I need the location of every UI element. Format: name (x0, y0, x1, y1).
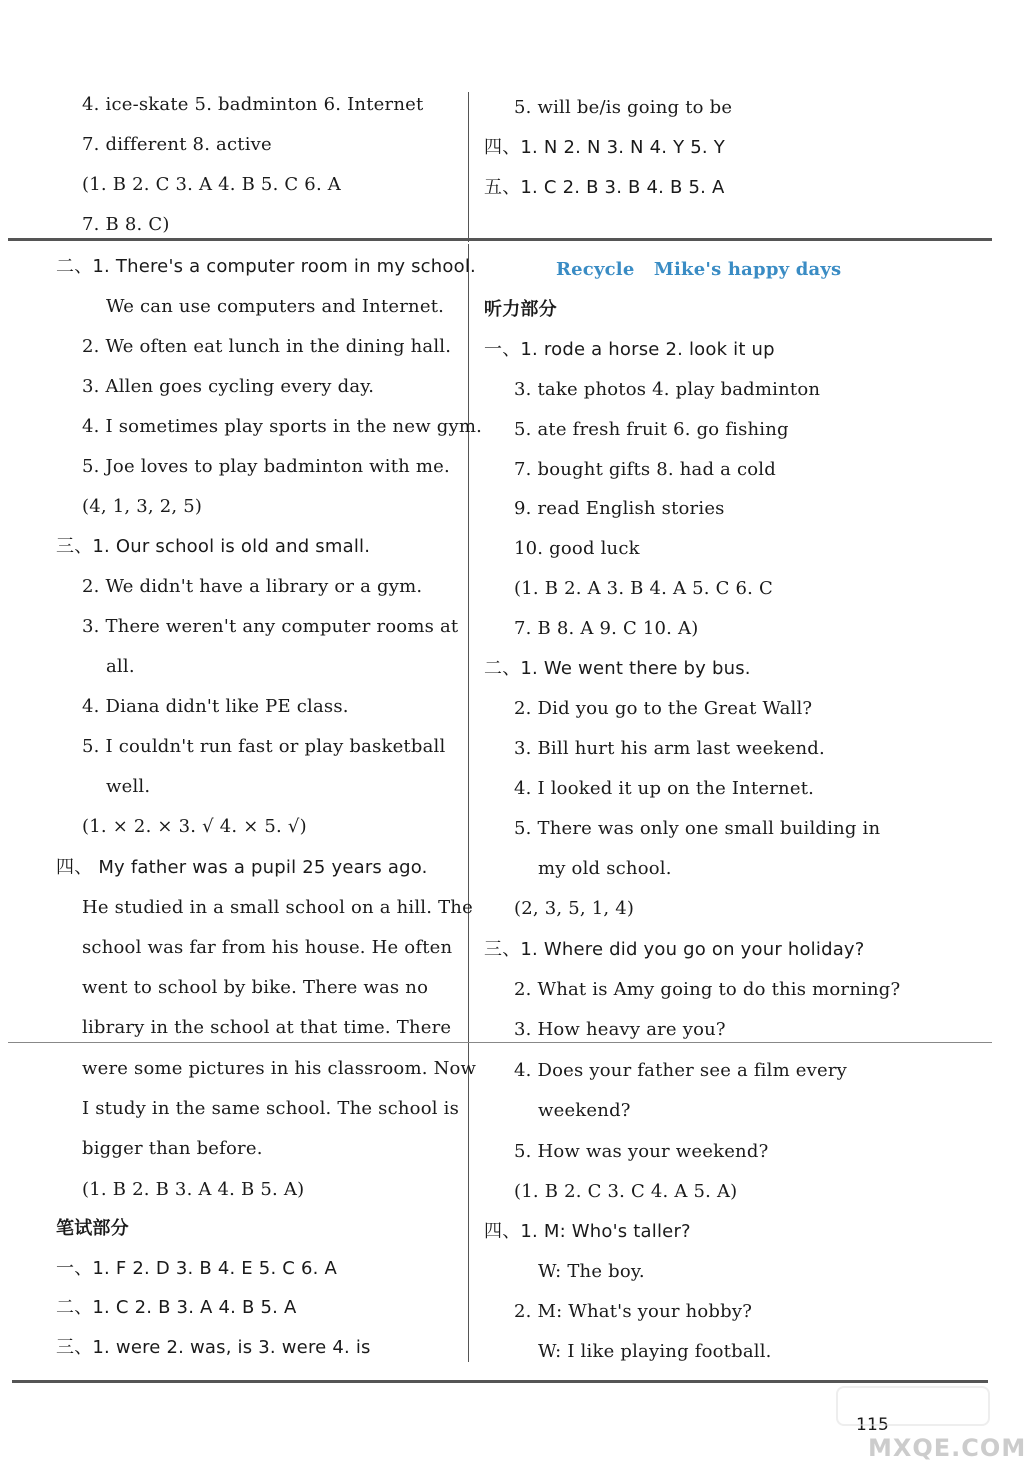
watermark-text: MXQE.COM (868, 1434, 1026, 1462)
answer-line: (1. B 2. A 3. B 4. A 5. C 6. C (514, 578, 774, 599)
answer-line: W: The boy. (538, 1261, 645, 1282)
answer-line: 5. I couldn't run fast or play basketball (82, 736, 446, 757)
answer-line: 一、1. F 2. D 3. B 4. E 5. C 6. A (56, 1258, 337, 1279)
answer-line: We can use computers and Internet. (106, 296, 445, 317)
top-column-divider (468, 92, 469, 242)
section-title: Recycle Mike's happy days (556, 259, 842, 280)
upper-horizontal-rule (8, 238, 992, 241)
watermark-logo (836, 1386, 990, 1426)
answer-line: 3. How heavy are you? (514, 1019, 726, 1040)
answer-line: 3. Bill hurt his arm last weekend. (514, 738, 825, 759)
answer-line: I study in the same school. The school is (82, 1098, 460, 1119)
answer-line: 三、1. Where did you go on your holiday? (484, 939, 865, 960)
answer-line: 5. How was your weekend? (514, 1141, 769, 1162)
answer-line: 4. Does your father see a film every (514, 1060, 848, 1081)
answer-line: 3. Allen goes cycling every day. (82, 376, 375, 397)
answer-line: 2. We often eat lunch in the dining hall. (82, 336, 452, 357)
answer-line: 三、1. Our school is old and small. (56, 536, 371, 557)
answer-line: 4. I looked it up on the Internet. (514, 778, 815, 799)
answer-line: 5. Joe loves to play badminton with me. (82, 456, 450, 477)
answer-line: 7. different 8. active (82, 134, 272, 155)
answer-line: 7. bought gifts 8. had a cold (514, 459, 776, 480)
answer-line: were some pictures in his classroom. Now (82, 1058, 477, 1079)
answer-line: 5. ate fresh fruit 6. go fishing (514, 419, 789, 440)
section-heading: 听力部分 (484, 299, 557, 320)
answer-line: 五、1. C 2. B 3. B 4. B 5. A (484, 177, 725, 198)
answer-line: school was far from his house. He often (82, 937, 453, 958)
answer-line: 二、1. C 2. B 3. A 4. B 5. A (56, 1297, 297, 1318)
section-heading: 笔试部分 (56, 1218, 129, 1239)
middle-horizontal-rule (8, 1042, 992, 1043)
answer-line: went to school by bike. There was no (82, 977, 429, 998)
answer-line: 四、1. M: Who's taller? (484, 1221, 691, 1242)
bottom-horizontal-rule (12, 1380, 988, 1383)
answer-line: 四、1. N 2. N 3. N 4. Y 5. Y (484, 137, 725, 158)
answer-line: well. (106, 776, 151, 797)
answer-line: 2. We didn't have a library or a gym. (82, 576, 423, 597)
answer-line: 三、1. were 2. was, is 3. were 4. is (56, 1337, 371, 1358)
answer-line: 二、1. We went there by bus. (484, 658, 751, 679)
answer-line: weekend? (538, 1100, 631, 1121)
answer-line: 3. take photos 4. play badminton (514, 379, 821, 400)
answer-line: bigger than before. (82, 1138, 263, 1159)
answer-line: 4. Diana didn't like PE class. (82, 696, 349, 717)
answer-line: 7. B 8. A 9. C 10. A) (514, 618, 699, 639)
answer-line: library in the school at that time. There (82, 1017, 452, 1038)
answer-line: 四、 My father was a pupil 25 years ago. (56, 857, 428, 878)
answer-line: He studied in a small school on a hill. The (82, 897, 473, 918)
answer-line: 一、1. rode a horse 2. look it up (484, 339, 775, 360)
answer-line: (1. B 2. C 3. C 4. A 5. A) (514, 1181, 738, 1202)
answer-line: (1. × 2. × 3. √ 4. × 5. √) (82, 816, 307, 837)
main-column-divider (468, 244, 469, 1362)
answer-line: 3. There weren't any computer rooms at (82, 616, 459, 637)
answer-line: 9. read English stories (514, 498, 725, 519)
answer-line: 4. ice-skate 5. badminton 6. Internet (82, 94, 424, 115)
answer-line: (1. B 2. C 3. A 4. B 5. C 6. A (82, 174, 342, 195)
answer-line: all. (106, 656, 135, 677)
answer-line: 5. will be/is going to be (514, 97, 733, 118)
answer-line: 5. There was only one small building in (514, 818, 881, 839)
answer-line: 2. What is Amy going to do this morning? (514, 979, 901, 1000)
answer-line: 2. M: What's your hobby? (514, 1301, 753, 1322)
answer-line: 7. B 8. C) (82, 214, 170, 235)
answer-line: 10. good luck (514, 538, 640, 559)
answer-line: W: I like playing football. (538, 1341, 772, 1362)
answer-line: my old school. (538, 858, 672, 879)
answer-line: (4, 1, 3, 2, 5) (82, 496, 203, 517)
answer-line: (1. B 2. B 3. A 4. B 5. A) (82, 1179, 305, 1200)
answer-line: (2, 3, 5, 1, 4) (514, 898, 635, 919)
answer-line: 2. Did you go to the Great Wall? (514, 698, 813, 719)
answer-line: 二、1. There's a computer room in my school. (56, 256, 476, 277)
answer-line: 4. I sometimes play sports in the new gym. (82, 416, 483, 437)
page-number: 115 (856, 1415, 890, 1435)
